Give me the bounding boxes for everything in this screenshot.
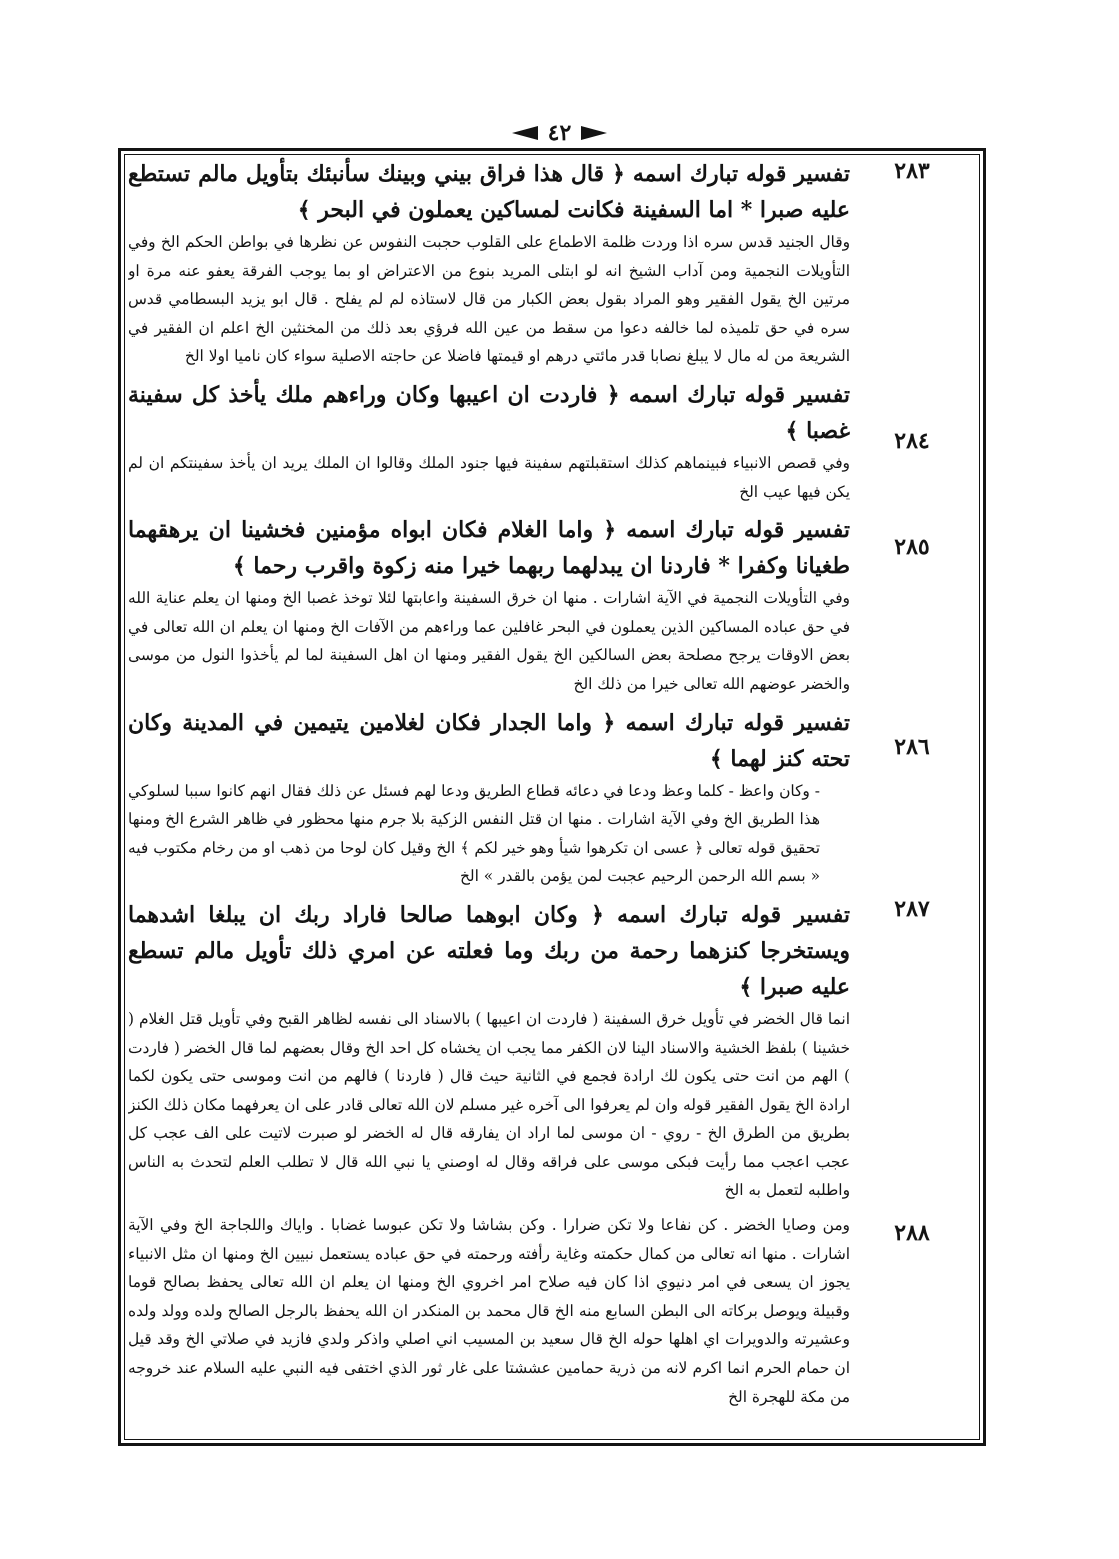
commentary-text: - وكان واعظ - كلما وعظ ودعا في دعائه قطاع الطريق ودعا لهم فسئل عن ذلك فقال انهم كانوا سببا لسلوكي هذا الطريق الخ وفي الآية اشارات . منها ان قتل النفس الزكية بلا جرم منها محظور في ظاهر الشرع الخ ومنها تحقيق قوله تعالى ﴿ عسى ان تكرهوا شيأ وهو خير لكم ﴾ الخ وقيل كان لوحا من ذهب او من رخام مكتوب فيه « بسم الله الرحمن الرحيم عجبت لمن يؤمن بالقدر » الخ xyxy=(128,781,820,886)
page-number: ٤٢ xyxy=(547,120,572,146)
section-287 xyxy=(128,897,850,1205)
left-ornament xyxy=(512,126,538,140)
section-number: ٢٨٣ xyxy=(894,158,930,184)
section-number: ٢٨٥ xyxy=(894,534,930,560)
right-ornament xyxy=(581,126,607,140)
section-number: ٢٨٤ xyxy=(894,428,930,454)
section-number: ٢٨٦ xyxy=(894,734,930,760)
verse-text: تفسير قوله تبارك اسمه ﴿ واما الغلام فكان ابواه مؤمنين فخشينا ان يرهقهما طغيانا وكفرا * فاردنا ان يبدلهما ربهما خيرا منه زكوة واقرب رحما ﴾ xyxy=(128,517,850,580)
verse-text: تفسير قوله تبارك اسمه ﴿ واما الجدار فكان لغلامين يتيمين في المدينة وكان تحته كنز لهما ﴾ xyxy=(128,709,850,772)
commentary-text: انما قال الخضر في تأويل خرق السفينة ( فاردت ان اعيبها ) بالاسناد الى نفسه لظاهر القبح وفي تأويل قتل الغلام ( خشينا ) بلفظ الخشية والاسناد الينا لان الكفر مما يجب ان يخشاه كل احد الخ وقال بعضهم لما قال الخضر ( فاردت ) الهم من انت حتى يكون لك ارادة فجمع في الثانية حيث قال ( فاردنا ) فالهم من انت وموسى حتى يكون لكما ارادة الخ يقول الفقير قوله وان لم يعرفوا الى آخره غير مسلم لان الله تعالى قادر على ان يعرفهما مكان ذلك الكنز بطريق من الطرق الخ - روي - ان موسى لما اراد ان يفارقه قال له الخضر لو صبرت لاتيت على الف عجب كل عجب اعجب مما رأيت فبكى موسى على فراقه وقال له اوصني يا نبي الله قال لا تطلب العلم لتحدث به الناس واطلبه لتعمل به الخ xyxy=(128,1009,850,1200)
page-header xyxy=(0,118,1119,148)
commentary-text: ومن وصايا الخضر . كن نفاعا ولا تكن ضرارا . وكن بشاشا ولا تكن عبوسا غضابا . واياك واللجاجة الخ وفي الآية اشارات . منها انه تعالى من كمال حكمته وغاية رأفته ورحمته في حق عباده يستعمل نبيين الخ ومنها ان مثل الانبياء يجوز ان يسعى في امر دنيوي اذا كان فيه صلاح امر اخروي الخ ومنها ان يعلم ان الله تعالى يحفظ بصالح قوما وقبيلة ويوصل بركاته الى البطن السابع منه الخ قال محمد بن المنكدر ان الله يحفظ بالرجل الصالح ولده وولد ولده وعشيرته والدويرات اي اهلها حوله الخ قال سعيد بن المسيب اني اصلي واذكر ولدي فازيد في صلاتي الخ وقد قيل ان حمام الحرم انما اكرم لانه من ذرية حمامين عششتا على غار ثور الذي اختفى فيه النبي عليه السلام عند خروجه من مكة للهجرة الخ xyxy=(128,1216,850,1406)
commentary-text: وفي قصص الانبياء فبينماهم كذلك استقبلتهم سفينة فيها جنود الملك وقالوا ان الملك يريد ان يأخذ سفينتكم ان لم يكن فيها عيب الخ xyxy=(128,453,850,501)
verse-text: تفسير قوله تبارك اسمه ﴿ وكان ابوهما صالحا فاراد ربك ان يبلغا اشدهما ويستخرجا كنزهما رحمة من ربك وما فعلته عن امري ذلك تأويل مالم تسطع عليه صبرا ﴾ xyxy=(128,901,850,1000)
verse-text: تفسير قوله تبارك اسمه ﴿ فاردت ان اعيبها وكان وراءهم ملك يأخذ كل سفينة غصبا ﴾ xyxy=(128,381,850,444)
verse-text: تفسير قوله تبارك اسمه ﴿ قال هذا فراق بيني وبينك سأنبئك بتأويل مالم تستطع عليه صبرا * اما السفينة فكانت لمساكين يعملون في البحر ﴾ xyxy=(128,161,850,223)
section-284 xyxy=(128,377,850,506)
section-285 xyxy=(128,512,850,698)
section-number: ٢٨٨ xyxy=(894,1220,930,1246)
section-286 xyxy=(128,705,850,891)
main-text xyxy=(128,156,850,1436)
commentary-text: وفي التأويلات النجمية في الآية اشارات . منها ان خرق السفينة واعابتها لئلا توخذ غصبا الخ ومنها ان يعلم عناية الله في حق عباده المساكين الذين يعملون في البحر غافلين عما وراءهم من الآفات الخ ومنها ان يعلم ان الله تعالى في بعض الاوقات يرجح مصلحة بعض السالكين الخ يقول الفقير ومنها ان اهل السفينة لما لم يأخذوا النول من موسى والخضر عوضهم الله تعالى خيرا من ذلك الخ xyxy=(128,589,850,693)
section-number: ٢٨٧ xyxy=(894,896,930,922)
section-288 xyxy=(128,1211,850,1411)
section-numbers xyxy=(852,156,977,1436)
section-283 xyxy=(128,156,850,371)
commentary-text: وقال الجنيد قدس سره اذا وردت ظلمة الاطماع على القلوب حجبت النفوس عن نظرها في بواطن الحكم الخ وفي التأويلات النجمية ومن آداب الشيخ انه لو ابتلى المريد بنوع من الاعتراض او بما يوجب الفرقة يعفو عنه مرة او مرتين الخ يقول الفقير وهو المراد بقول بعض الكبار من قال لاستاذه لم لم يفلح . قال ابو يزيد البسطامي قدس سره في حق تلميذه لما خالفه دعوا من سقط من عين الله فرؤي بعد ذلك من المخنثين الخ اعلم ان الفقير في الشريعة من له مال لا يبلغ نصابا قدر مائتي درهم او قيمتها فاضلا عن حاجته الاصلية سواء كان ناميا اولا الخ xyxy=(128,233,850,366)
